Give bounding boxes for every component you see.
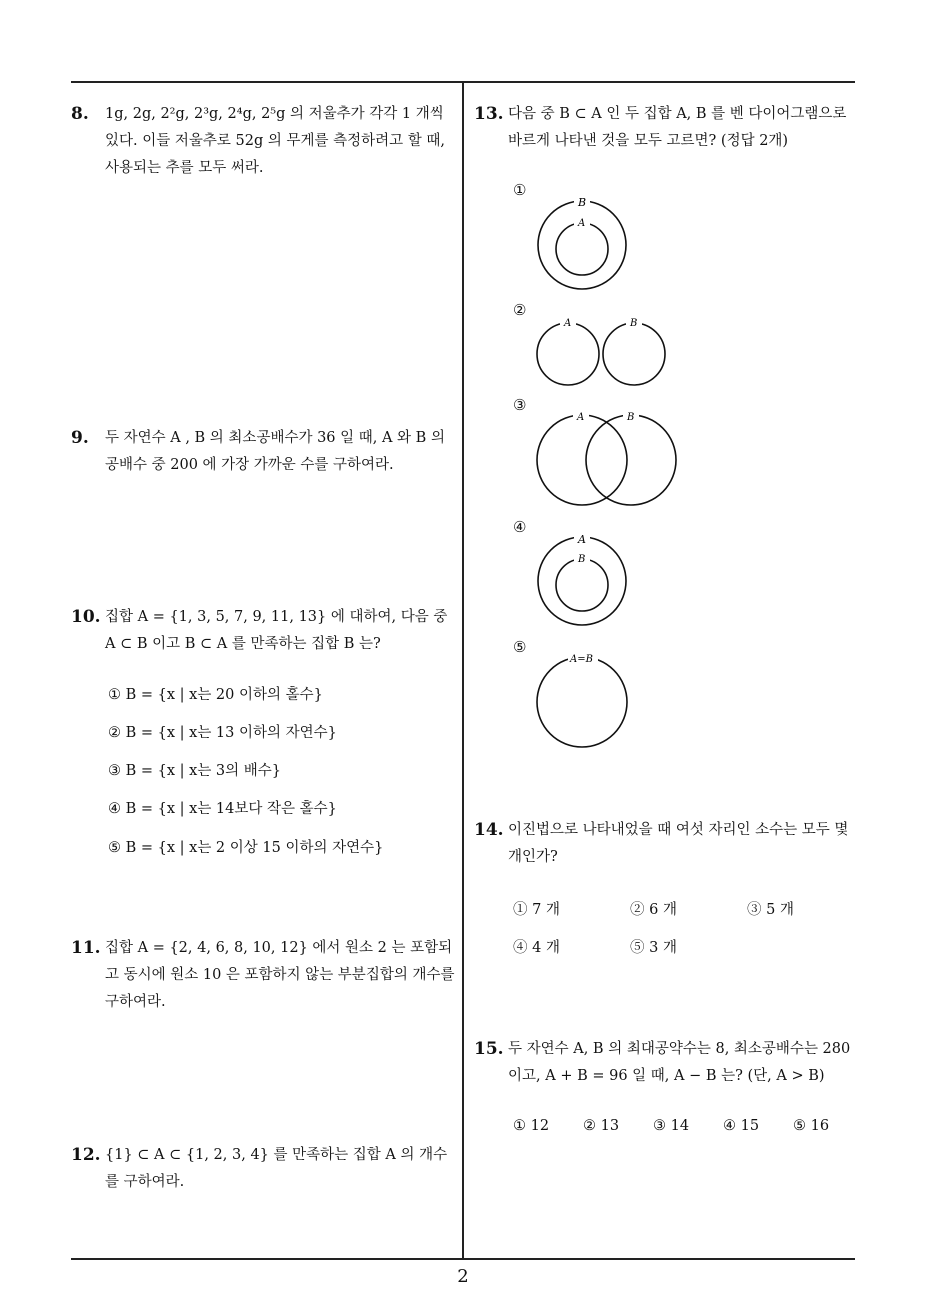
q13-option-mark-5[interactable]: ⑤ [513,638,527,656]
q14-option-4[interactable]: ④ 4 개 [513,940,560,956]
q10-option-2[interactable]: ② B = {x | x는 13 이하의 자연수} [108,725,337,741]
question-text: 다음 중 B ⊂ A 인 두 집합 A, B 를 벤 다이어그램으로 바르게 나타낸 것을 모두 고르면? (정답 2개) [508,106,847,149]
venn-diagram-1 [530,193,640,293]
question-text: 집합 A = {1, 3, 5, 7, 9, 11, 13} 에 대하여, 다음 중 A ⊂ B 이고 B ⊂ A 를 만족하는 집합 B 는? [105,609,448,652]
question-number: 14. [474,820,504,840]
q15-option-5[interactable]: ⑤ 16 [793,1118,830,1134]
q10-option-3[interactable]: ③ B = {x | x는 3의 배수} [108,763,282,779]
set-label-a: A [564,318,572,329]
venn-diagram-2 [532,312,672,392]
question-9 [71,425,456,479]
page-number: 2 [457,1266,469,1287]
set-label-b: B [627,412,635,423]
q15-option-3[interactable]: ③ 14 [653,1118,690,1134]
column-divider [462,82,464,1259]
venn-diagram-4 [530,531,640,631]
q14-option-5[interactable]: ⑤ 3 개 [630,940,677,956]
q14-option-1[interactable]: ① 7 개 [513,902,560,918]
q15-option-2[interactable]: ② 13 [583,1118,620,1134]
question-number: 8. [71,104,89,124]
question-8 [71,101,456,182]
question-number: 12. [71,1145,101,1165]
q15-option-1[interactable]: ① 12 [513,1118,550,1134]
set-label-b: B [630,318,638,329]
set-label-a: A [578,218,586,229]
question-number: 11. [71,938,101,958]
q10-option-4[interactable]: ④ B = {x | x는 14보다 작은 홀수} [108,801,337,817]
set-label-a: A [578,533,586,546]
question-number: 15. [474,1039,504,1059]
q14-option-2[interactable]: ② 6 개 [630,902,677,918]
question-text: 집합 A = {2, 4, 6, 8, 10, 12} 에서 원소 2 는 포함되고 동시에 원소 10 은 포함하지 않는 부분집합의 개수를 구하여라. [105,940,455,1010]
question-text: {1} ⊂ A ⊂ {1, 2, 3, 4} 를 만족하는 집합 A 의 개수를 구하여라. [105,1147,448,1190]
question-text: 1g, 2g, 2²g, 2³g, 2⁴g, 2⁵g 의 저울추가 각각 1 개씩 있다. 이들 저울추로 52g 의 무게를 측정하려고 할 때, 사용되는 추를 모두 써라. [105,106,445,176]
set-label-b: B [578,554,586,565]
question-number: 10. [71,607,101,627]
venn-diagram-5 [530,650,640,750]
q13-option-mark-1[interactable]: ① [513,181,527,199]
q14-option-3[interactable]: ③ 5 개 [747,902,794,918]
set-label-a: A [577,412,585,423]
q13-option-mark-2[interactable]: ② [513,301,527,319]
question-11 [71,935,456,1016]
question-text: 두 자연수 A , B 의 최소공배수가 36 일 때, A 와 B 의 공배수 중 200 에 가장 가까운 수를 구하여라. [105,430,445,473]
question-10 [71,604,456,658]
question-text: 두 자연수 A, B 의 최대공약수는 8, 최소공배수는 280 이고, A + B = 96 일 때, A − B 는? (단, A > B) [508,1041,851,1084]
question-14 [474,817,860,871]
q10-option-5[interactable]: ⑤ B = {x | x는 2 이상 15 이하의 자연수} [108,840,384,856]
q13-option-mark-4[interactable]: ④ [513,518,527,536]
q13-option-mark-3[interactable]: ③ [513,396,527,414]
venn-diagram-3 [532,405,682,515]
q10-option-1[interactable]: ① B = {x | x는 20 이하의 홀수} [108,687,323,703]
q15-option-4[interactable]: ④ 15 [723,1118,760,1134]
question-number: 9. [71,428,89,448]
bottom-rule [71,1258,855,1260]
question-text: 이진법으로 나타내었을 때 여섯 자리인 소수는 모두 몇 개인가? [508,822,849,865]
question-12 [71,1142,456,1196]
question-number: 13. [474,104,504,124]
set-label-b: B [578,196,587,209]
question-15 [474,1036,860,1090]
set-label-a-equals-b: A=B [570,654,593,665]
question-13 [474,101,860,155]
